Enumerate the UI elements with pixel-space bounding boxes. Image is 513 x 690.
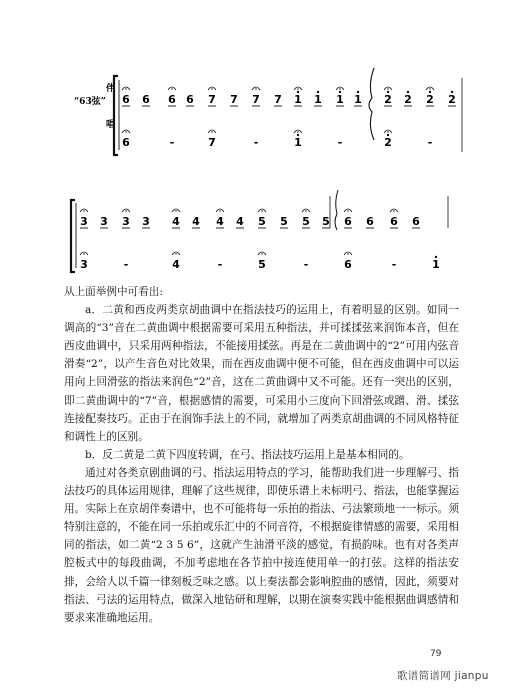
accomp-note: 4 (236, 215, 244, 228)
fermata-dot (347, 210, 348, 211)
hold-dash: - (217, 258, 223, 271)
accomp-note: 1 (354, 93, 362, 106)
fermata-dot (429, 88, 430, 89)
jianpu-notation (0, 0, 513, 290)
accomp-note: 3 (80, 215, 88, 228)
part-label-vocal: 唱 (106, 120, 116, 130)
vocal-note: 1 (432, 258, 440, 271)
vocal-note: 4 (172, 258, 180, 271)
fermata-dot (171, 88, 172, 89)
fermata-dot (347, 253, 348, 254)
high-octave-dot (429, 91, 431, 93)
accomp-note: 6 (344, 215, 352, 228)
accomp-note: 7 (274, 93, 282, 106)
accomp-note: 4 (216, 215, 224, 228)
system-bracket (71, 200, 75, 272)
hold-dash: - (427, 136, 433, 149)
watermark: 歌谱简谱网 jianpu (397, 670, 489, 682)
fermata-dot (387, 88, 388, 89)
accomp-note: 2 (404, 93, 412, 106)
hold-dash: - (169, 136, 175, 149)
accomp-note: 7 (230, 93, 238, 106)
accomp-note: 3 (100, 215, 108, 228)
fermata-dot (125, 210, 126, 211)
vocal-note: 3 (80, 258, 88, 271)
system2-accompaniment-line (80, 209, 420, 228)
accomp-note: 2 (448, 93, 456, 106)
fermata-dot (261, 253, 262, 254)
vocal-note: 1 (294, 136, 302, 149)
high-octave-dot (451, 91, 453, 93)
accomp-note: 2 (384, 93, 392, 106)
music-score (0, 0, 513, 290)
fermata-dot (297, 131, 298, 132)
fermata-dot (261, 210, 262, 211)
accomp-note: 4 (172, 215, 180, 228)
accomp-note: 6 (366, 215, 374, 228)
fermata-dot (175, 253, 176, 254)
accomp-note: 6 (122, 93, 130, 106)
accomp-note: 2 (426, 93, 434, 106)
accomp-note: 3 (122, 215, 130, 228)
paragraph-summary: 通过对各类京剧曲调的弓、指法运用特点的学习，能帮助我们进一步理解弓、指法技巧的具体运用规律，理解了这些规律，即使乐谱上未标明弓、指法，也能掌握运用。实际上在京胡伴奏谱中，也不可能将每一乐拍的指法、弓法繁琐地一一标示。须特别注意的，不能在同一乐拍或乐汇中的不同音符，不根据旋律情感的需要，采用相同的指法，如二黄“2 3 5 6”，这就产生油滑平淡的感觉，有损韵味。也有对各类声腔板式中的每段曲调，不加考虑地在各节拍中接连使用单一的打弦。这样的指法安排，会给人以千篇一律刻板乏味之感。以上奏法都会影响腔曲的感情，因此，须要对指法、弓法的运用特点，做深入地钻研和理解，以期在演奏实践中能根据曲调感情和要求来准确地运用。 (64, 466, 459, 624)
accomp-note: 5 (322, 215, 330, 228)
high-octave-dot (357, 91, 359, 93)
high-octave-dot (387, 91, 389, 93)
fermata-dot (393, 210, 394, 211)
vocal-note: 2 (384, 136, 392, 149)
brace-mid (335, 190, 338, 230)
fermata-dot (211, 88, 212, 89)
high-octave-dot (317, 91, 319, 93)
fermata-dot (83, 253, 84, 254)
high-octave-dot (339, 91, 341, 93)
high-octave-dot (407, 91, 409, 93)
intro-line: 从上面举例中可看出: (64, 286, 163, 298)
accomp-note: 6 (186, 93, 194, 106)
high-octave-dot (435, 256, 437, 258)
high-octave-dot (387, 134, 389, 136)
accomp-note: 5 (280, 215, 288, 228)
accomp-note: 3 (142, 215, 150, 228)
fermata-dot (219, 210, 220, 211)
accomp-note: 7 (208, 93, 216, 106)
hold-dash: - (391, 258, 397, 271)
hold-dash: - (123, 258, 129, 271)
fermata-dot (83, 210, 84, 211)
high-octave-dot (297, 91, 299, 93)
accomp-note: 5 (258, 215, 266, 228)
vocal-note: 6 (122, 136, 130, 149)
fermata-dot (255, 88, 256, 89)
fermata-dot (125, 131, 126, 132)
part-label-accompaniment: 伴 (106, 84, 116, 94)
fermata-dot (211, 131, 212, 132)
fermata-dot (305, 210, 306, 211)
system1-accompaniment-line (122, 87, 456, 106)
fermata-dot (387, 131, 388, 132)
article-body (64, 283, 459, 627)
system1-vocal-line (122, 130, 432, 149)
accomp-note: 7 (252, 93, 260, 106)
hold-dash: - (337, 136, 343, 149)
system2-vocal-line (80, 252, 440, 271)
hold-dash: - (253, 136, 259, 149)
fermata-dot (339, 88, 340, 89)
fermata-dot (125, 88, 126, 89)
accomp-note: 5 (302, 215, 310, 228)
string-label: “63弦” (74, 97, 106, 107)
vocal-note: 7 (208, 136, 216, 149)
accomp-note: 6 (168, 93, 176, 106)
accomp-note: 6 (142, 93, 150, 106)
fermata-dot (175, 210, 176, 211)
page-number: 79 (430, 649, 442, 659)
paragraph-a: a．二黄和西皮两类京胡曲调中在指法技巧的运用上，有着明显的区别。如同一调高的“3”音在二黄曲调中根据需要可采用五种指法，并可揉揉弦来润饰本音，但在西皮曲调中，只采用两种指法，不能接用揉弦。再是在二黄曲调中的“2”可用内弦音滑奏“2”，以产生音色对比效果，而在西皮曲调中便不可能，但在西皮曲调中可以运用向上回滑弦的指法来润色“2”音，这在二黄曲调中又不可能。还有一突出的区别，即二黄曲调中的“7”音，根据感情的需要，可采用小三度向下回滑弦或蹭、滑、揉弦连接配奏技巧。正由于在润饰手法上的不同，就增加了两类京胡曲调的不同风格特征和调性上的区别。 (64, 304, 459, 443)
accomp-note: 4 (192, 215, 200, 228)
accomp-note: 1 (314, 93, 322, 106)
brace-mid (369, 68, 374, 140)
high-octave-dot (297, 134, 299, 136)
hold-dash: - (303, 258, 309, 271)
accomp-note: 1 (336, 93, 344, 106)
accomp-note: 6 (390, 215, 398, 228)
fermata-dot (297, 88, 298, 89)
vocal-note: 6 (344, 258, 352, 271)
accomp-note: 6 (412, 215, 420, 228)
accomp-note: 1 (294, 93, 302, 106)
vocal-note: 5 (258, 258, 266, 271)
paragraph-b: b．反二黄是二黄下四度转调，在弓、指法技巧运用上是基本相同的。 (85, 448, 410, 461)
system-bracket (114, 76, 118, 155)
